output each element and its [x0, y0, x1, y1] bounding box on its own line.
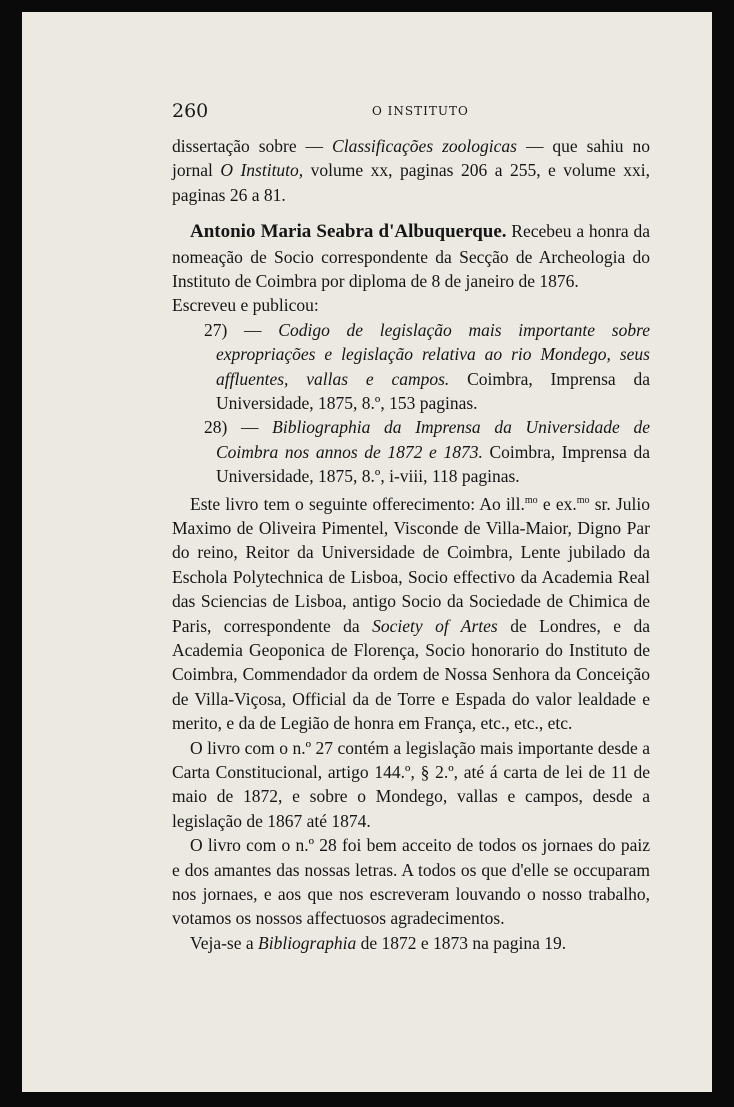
intro-text-b: — que sahiu no jornal [172, 136, 651, 181]
published-label: Escreveu e publicou: [172, 295, 319, 316]
author-name: Antonio Maria Seabra d'Albuquerque. [190, 221, 507, 243]
work-number: 27) — [204, 319, 262, 340]
dedication-text-b: e ex. [542, 493, 577, 514]
dedication-paragraph [172, 489, 650, 736]
author-text: Recebeu a honra da nomeação de Socio correspondente da Secção de Archeologia do Instituto de Coimbra por diploma de 8 de janeiro de 1876. [172, 221, 650, 292]
dedication-text-a: Este livro tem o seguinte offerecimento: Ao ill. [190, 493, 525, 514]
intro-paragraph [172, 134, 650, 207]
dedication-sup-2: mo [576, 494, 590, 506]
dedication-text-d: de Londres, e da Academia Geoponica de Florença, Socio honorario do Instituto de Coimbra, Commendador da ordem de Nossa Senhora da Conceição de Villa-Viçosa, Official da de Torre e Espada do valor lealdade e merito, e da de Legião de honra em França, etc., etc., etc. [172, 615, 651, 734]
work-title: Codigo de legislação mais importante sobre expropriações e legislação relativa ao rio Mondego, seus affluentes, vallas e campos. [216, 319, 651, 389]
intro-text-a: dissertação sobre — [172, 136, 324, 156]
intro-text-c: volume xx, paginas 206 a 255, e volume xxi, paginas 26 a 81. [172, 160, 651, 205]
society-name: Society of Artes [372, 615, 498, 636]
author-entry [172, 219, 650, 293]
intro-journal: O Instituto, [220, 160, 304, 181]
work-item [172, 318, 650, 416]
dedication-text-c: sr. Julio Maximo de Oliveira Pimentel, Visconde de Villa-Maior, Digno Par do reino, Reitor da Universidade de Coimbra, Lente jubilado da Eschola Polytechnica de Lisboa, Socio effectivo da Academia Real das Sciencias de Lisboa, antigo Socio da Sociedade de Chimica de Paris, correspondente da [172, 493, 651, 636]
work-details: Coimbra, Imprensa da Universidade, 1875, 8.º, i-viii, 118 paginas. [216, 441, 651, 487]
book-page [22, 12, 712, 1092]
see-also-text-b: de 1872 e 1873 na pagina 19. [360, 932, 567, 953]
see-also-text-a: Veja-se a [190, 932, 254, 953]
dedication-sup-1: mo [524, 494, 538, 506]
running-head: O INSTITUTO [372, 104, 469, 118]
work-title: Bibliographia da Imprensa da Universidade de Coimbra nos annos de 1872 e 1873. [216, 417, 650, 462]
intro-title: Classificações zoologicas [332, 136, 517, 156]
see-also-line [172, 931, 650, 955]
work-details: Coimbra, Imprensa da Universidade, 1875, 8.º, 153 paginas. [216, 368, 651, 414]
page-number: 260 [172, 100, 209, 122]
paragraph: O livro com o n.º 28 foi bem acceito de todos os jornaes do paiz e dos amantes das nossas letras. A todos os que d'elle se occuparam nos jornaes, e aos que nos escreveram louvando o nosso trabalho, votamos os nossos affectuosos agradecimentos. [172, 835, 650, 929]
paragraph: O livro com o n.º 27 contém a legislação mais importante desde a Carta Constitucional, artigo 144.º, § 2.º, até á carta de lei de 11 de maio de 1872, e sobre o Mondego, vallas e campos, desde a legislação de 1867 até 1874. [172, 737, 650, 831]
see-also-title: Bibliographia [258, 932, 357, 953]
work-item [172, 415, 650, 488]
page-header [172, 100, 642, 124]
work-number: 28) — [204, 417, 259, 438]
body-text [172, 134, 650, 955]
